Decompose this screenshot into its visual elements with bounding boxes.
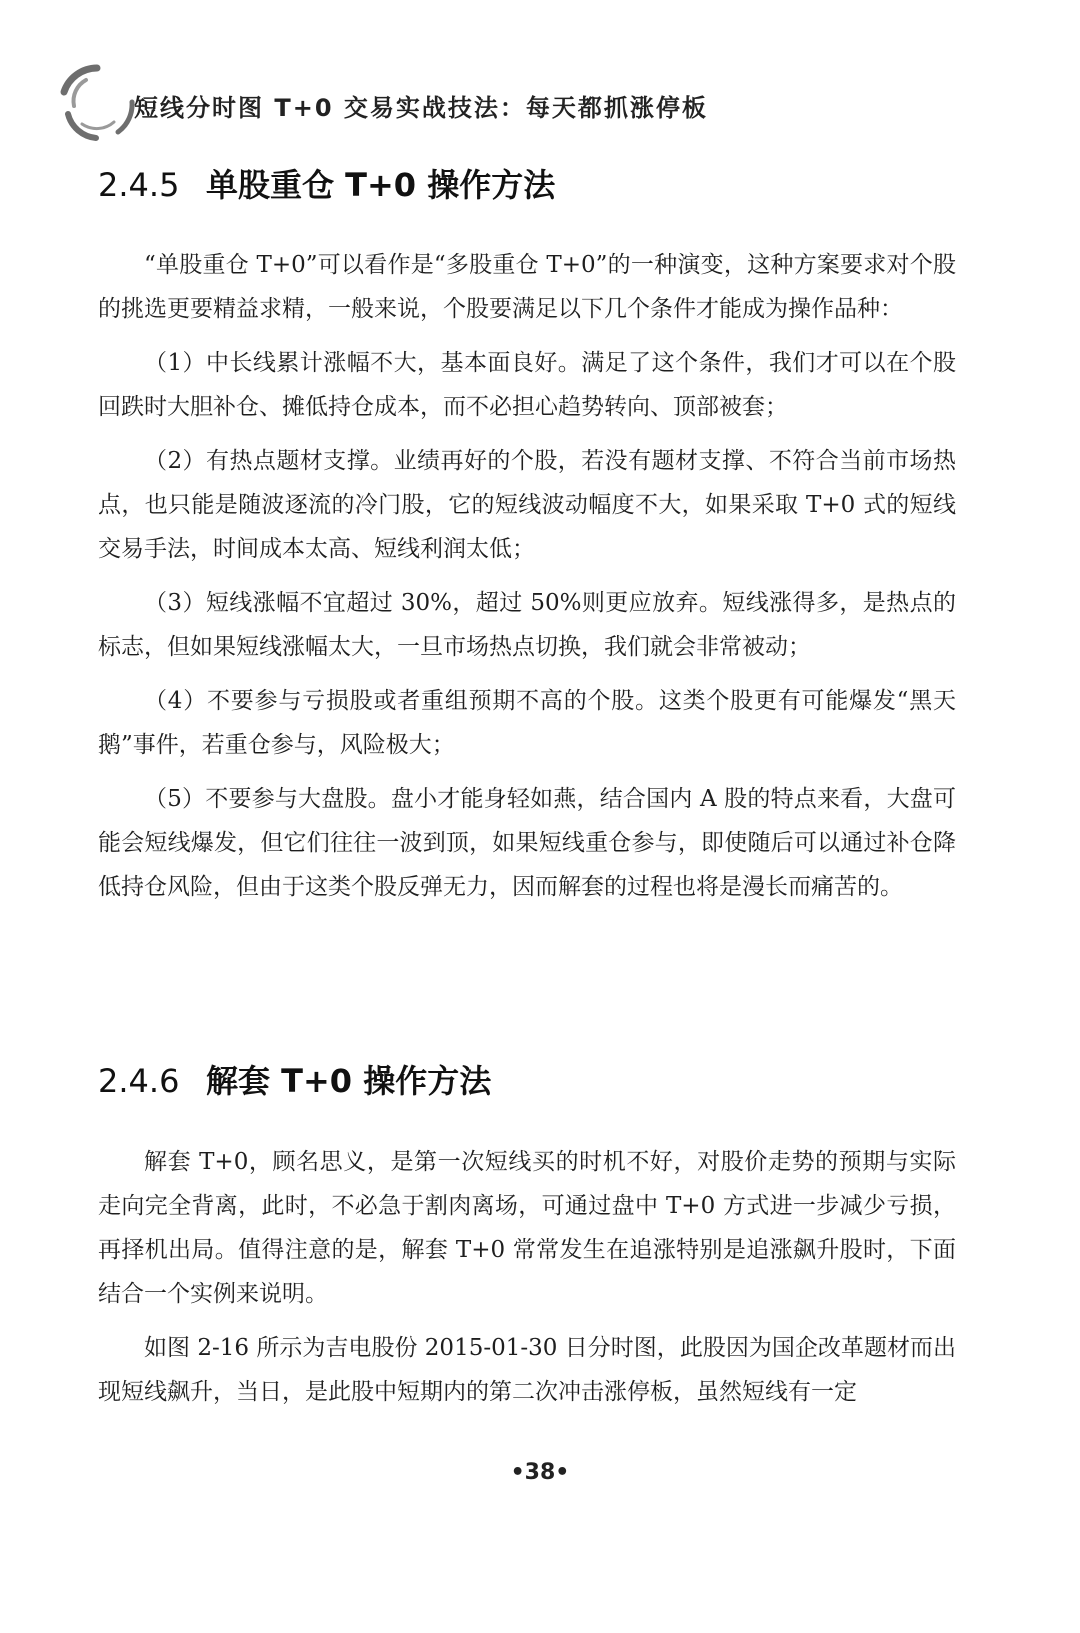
paragraph: “单股重仓 T+0”可以看作是“多股重仓 T+0”的一种演变，这种方案要求对个股的挑选更要精益求精，一般来说，个股要满足以下几个条件才能成为操作品种：: [98, 252, 956, 322]
section-body-2-4-6: [98, 1140, 956, 1414]
paragraph: 解套 T+0，顾名思义，是第一次短线买的时机不好，对股价走势的预期与实际走向完全背离，此时，不必急于割肉离场，可通过盘中 T+0 方式进一步减少亏损，再择机出局。值得注意的是，解套 T+0 常常发生在追涨特别是追涨飙升股时，下面结合一个实例来说明。: [98, 1149, 956, 1307]
section-heading-2-4-6: [98, 1056, 491, 1102]
section-number: 2.4.5: [98, 166, 180, 204]
book-title: 短线分时图 T+0 交易实战技法：每天都抓涨停板: [134, 94, 708, 122]
section-title: 解套 T+0 操作方法: [206, 1062, 492, 1100]
paragraph: （5）不要参与大盘股。盘小才能身轻如燕，结合国内 A 股的特点来看，大盘可能会短线爆发，但它们往往一波到顶，如果短线重仓参与，即使随后可以通过补仓降低持仓风险，但由于这类个股反弹无力，因而解套的过程也将是漫长而痛苦的。: [98, 786, 956, 900]
paragraph: （1）中长线累计涨幅不大，基本面良好。满足了这个条件，我们才可以在个股回跌时大胆补仓、摊低持仓成本，而不必担心趋势转向、顶部被套；: [98, 350, 956, 420]
paragraph: （4）不要参与亏损股或者重组预期不高的个股。这类个股更有可能爆发“黑天鹅”事件，若重仓参与，风险极大；: [98, 688, 956, 758]
running-header: [48, 48, 808, 158]
section-title: 单股重仓 T+0 操作方法: [206, 166, 556, 204]
section-heading-2-4-5: [98, 160, 555, 206]
paragraph: 如图 2-16 所示为吉电股份 2015-01-30 日分时图，此股因为国企改革题材而出现短线飙升，当日，是此股中短期内的第二次冲击涨停板，虽然短线有一定: [98, 1335, 956, 1405]
page-number: •38•: [510, 1460, 570, 1485]
section-body-2-4-5: [98, 243, 956, 909]
section-number: 2.4.6: [98, 1062, 180, 1100]
paragraph: （3）短线涨幅不宜超过 30%，超过 50%则更应放弃。短线涨得多，是热点的标志，但如果短线涨幅太大，一旦市场热点切换，我们就会非常被动；: [98, 590, 956, 660]
paragraph: （2）有热点题材支撑。业绩再好的个股，若没有题材支撑、不符合当前市场热点，也只能是随波逐流的冷门股，它的短线波动幅度不大，如果采取 T+0 式的短线交易手法，时间成本太高、短线利润太低；: [98, 448, 956, 562]
swirl-logo-icon: [56, 62, 138, 144]
